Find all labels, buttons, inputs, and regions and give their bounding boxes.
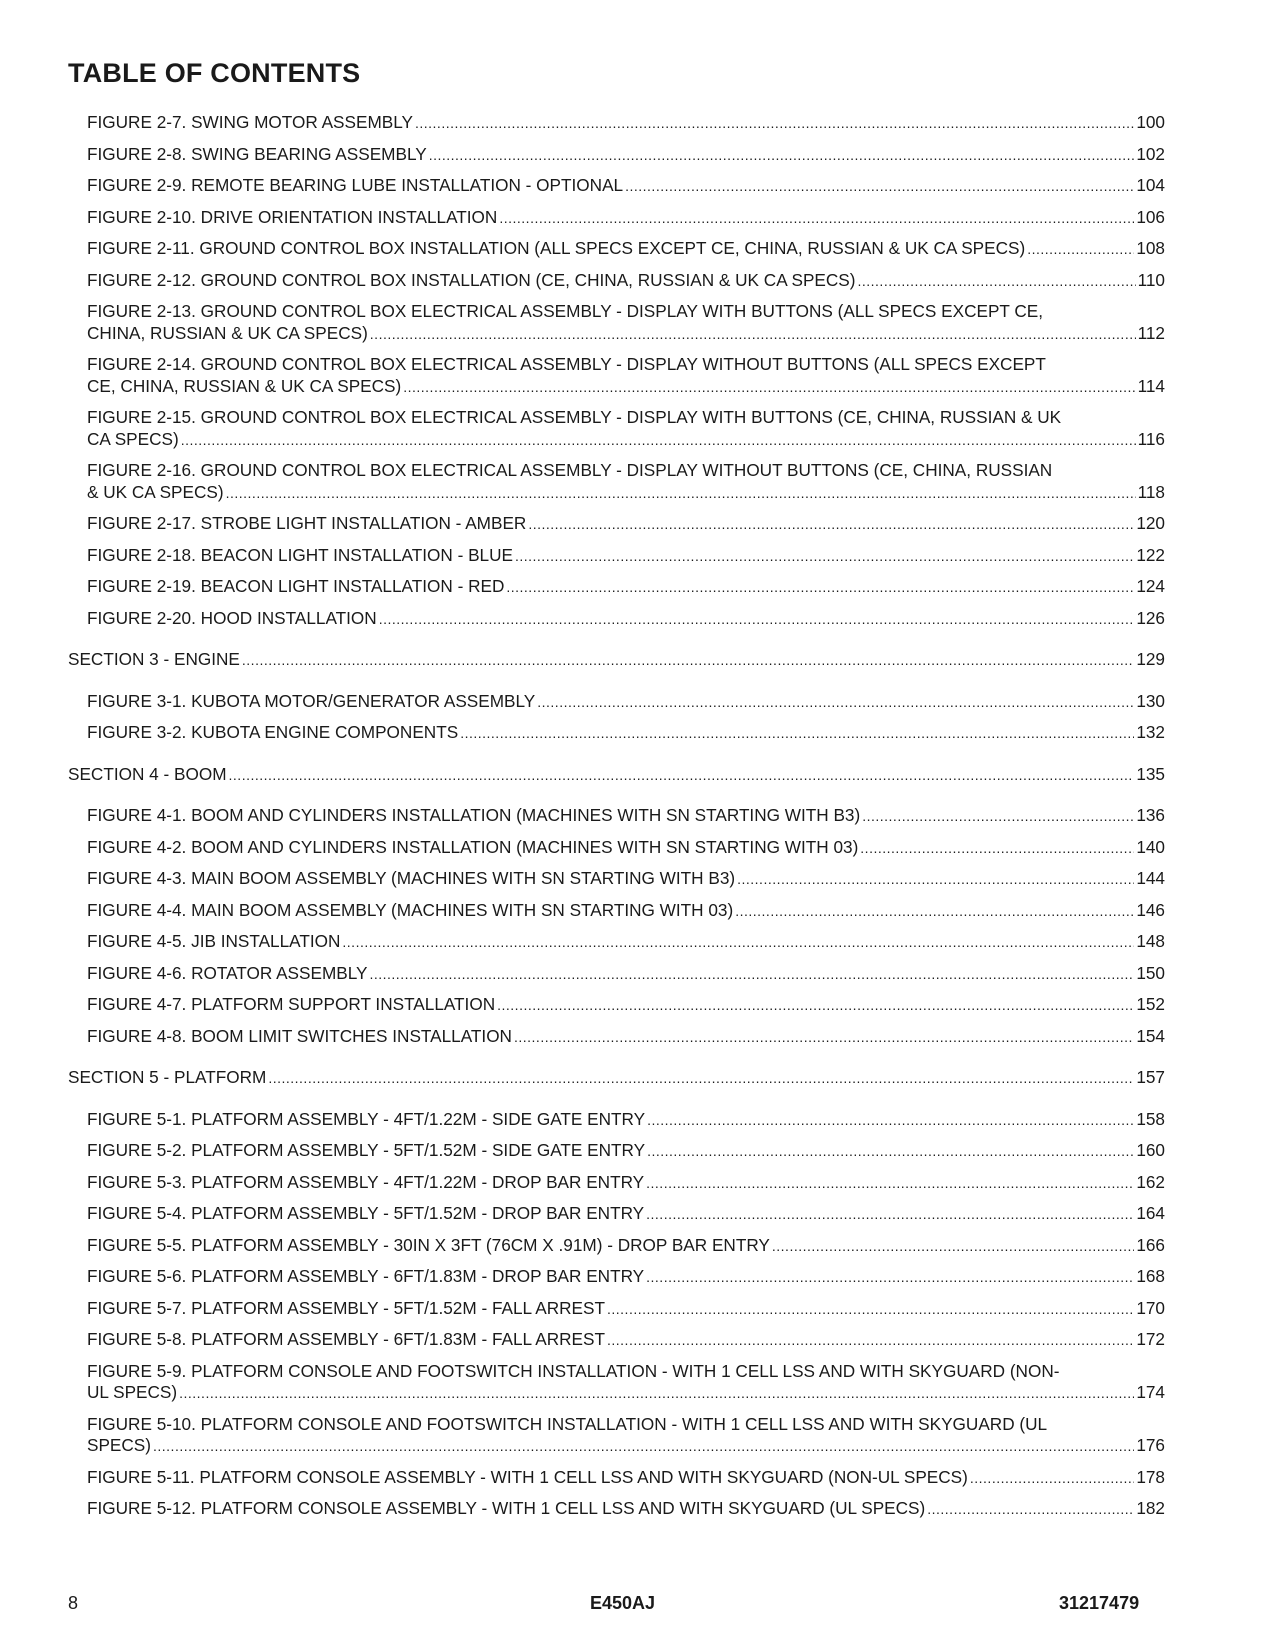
toc-figure-entry[interactable] <box>68 238 1165 261</box>
dot-leader <box>506 577 1134 599</box>
toc-entry-page-number: 126 <box>1136 607 1165 628</box>
footer-page-number: 8 <box>68 1593 79 1613</box>
toc-entry-title: FIGURE 5-7. PLATFORM ASSEMBLY - 5FT/1.52M - FALL ARREST <box>87 1297 605 1318</box>
dot-leader <box>537 692 1134 714</box>
toc-entry-page-number: 118 <box>1137 481 1165 502</box>
toc-entry-title: FIGURE 2-11. GROUND CONTROL BOX INSTALLATION (ALL SPECS EXCEPT CE, CHINA, RUSSIAN & UK CA SPECS) <box>87 238 1026 258</box>
toc-entry-title-line: FIGURE 2-14. GROUND CONTROL BOX ELECTRICAL ASSEMBLY - DISPLAY WITHOUT BUTTONS (ALL SPECS EXCEPT <box>87 354 1046 374</box>
toc-entry-title-line: FIGURE 2-15. GROUND CONTROL BOX ELECTRICAL ASSEMBLY - DISPLAY WITH BUTTONS (CE, CHINA, RUSSIAN & UK <box>87 407 1062 427</box>
dot-leader <box>229 765 1135 787</box>
toc-figure-entry[interactable] <box>68 805 1165 828</box>
toc-figure-entry[interactable] <box>68 608 1165 631</box>
toc-entry-page-number: 122 <box>1136 544 1165 565</box>
toc-entry-page-number: 164 <box>1136 1203 1165 1223</box>
dot-leader <box>242 650 1134 672</box>
toc-entry-page-number: 132 <box>1136 722 1165 742</box>
dot-leader <box>857 271 1135 293</box>
toc-figure-entry[interactable] <box>68 460 1165 504</box>
toc-figure-entry[interactable] <box>68 931 1165 954</box>
dot-leader <box>460 723 1134 745</box>
dot-leader <box>860 838 1134 860</box>
dot-leader <box>735 901 1134 923</box>
toc-entry-page-number: 166 <box>1136 1234 1165 1255</box>
toc-entry-title: CHINA, RUSSIAN & UK CA SPECS) <box>87 322 368 343</box>
toc-entry-title: FIGURE 5-8. PLATFORM ASSEMBLY - 6FT/1.83M - FALL ARREST <box>87 1329 605 1349</box>
toc-entry-page-number: 135 <box>1136 763 1165 784</box>
dot-leader <box>370 324 1136 346</box>
toc-figure-entry[interactable] <box>68 1172 1165 1195</box>
toc-section-entry[interactable] <box>68 649 1165 672</box>
dot-leader <box>607 1330 1134 1352</box>
footer-document-number: 31217479 <box>1059 1593 1140 1613</box>
dot-leader <box>646 1173 1134 1195</box>
toc-entry-page-number: 178 <box>1136 1466 1165 1487</box>
toc-figure-entry[interactable] <box>68 722 1165 745</box>
toc-entry-title: FIGURE 5-2. PLATFORM ASSEMBLY - 5FT/1.52M - SIDE GATE ENTRY <box>87 1140 646 1160</box>
toc-entry-page-number: 114 <box>1137 375 1165 396</box>
dot-leader <box>647 1141 1134 1163</box>
toc-section-entry[interactable] <box>68 1067 1165 1090</box>
toc-entry-title: FIGURE 5-5. PLATFORM ASSEMBLY - 30IN X 3FT (76CM X .91M) - DROP BAR ENTRY <box>87 1234 770 1255</box>
toc-figure-entry[interactable] <box>68 144 1165 167</box>
dot-leader <box>607 1299 1134 1321</box>
toc-figure-entry[interactable] <box>68 112 1165 135</box>
toc-figure-entry[interactable] <box>68 1361 1165 1405</box>
toc-figure-entry[interactable] <box>68 270 1165 293</box>
dot-leader <box>1027 239 1134 261</box>
dot-leader <box>646 1267 1134 1289</box>
toc-figure-entry[interactable] <box>68 963 1165 986</box>
toc-figure-entry[interactable] <box>68 1140 1165 1163</box>
dot-leader <box>499 208 1134 230</box>
dot-leader <box>737 869 1134 891</box>
dot-leader <box>528 514 1134 536</box>
dot-leader <box>772 1236 1134 1258</box>
toc-entry-page-number: 150 <box>1136 962 1165 983</box>
toc-entry-page-number: 124 <box>1136 576 1165 596</box>
toc-entry-title-line: FIGURE 2-13. GROUND CONTROL BOX ELECTRICAL ASSEMBLY - DISPLAY WITH BUTTONS (ALL SPECS EXCEPT CE, <box>87 301 1044 321</box>
toc-entry-title: FIGURE 5-4. PLATFORM ASSEMBLY - 5FT/1.52M - DROP BAR ENTRY <box>87 1203 645 1223</box>
table-of-contents <box>68 112 1165 1521</box>
toc-entry-page-number: 182 <box>1136 1498 1165 1518</box>
toc-entry-title: FIGURE 5-11. PLATFORM CONSOLE ASSEMBLY - WITH 1 CELL LSS AND WITH SKYGUARD (NON-UL SPECS) <box>87 1466 968 1487</box>
toc-figure-entry[interactable] <box>68 1298 1165 1321</box>
toc-entry-title: FIGURE 2-17. STROBE LIGHT INSTALLATION - AMBER <box>87 513 527 533</box>
toc-figure-entry[interactable] <box>68 513 1165 536</box>
toc-entry-title: & UK CA SPECS) <box>87 481 224 502</box>
dot-leader <box>515 546 1134 568</box>
toc-entry-title: FIGURE 4-7. PLATFORM SUPPORT INSTALLATION <box>87 994 496 1014</box>
toc-entry-page-number: 104 <box>1136 175 1165 195</box>
toc-figure-entry[interactable] <box>68 691 1165 714</box>
toc-entry-page-number: 106 <box>1136 206 1165 227</box>
dot-leader <box>342 932 1134 954</box>
toc-entry-page-number: 112 <box>1137 322 1165 343</box>
toc-figure-entry[interactable] <box>68 1235 1165 1258</box>
toc-entry-title: CE, CHINA, RUSSIAN & UK CA SPECS) <box>87 375 402 396</box>
toc-entry-page-number: 110 <box>1137 269 1165 290</box>
toc-figure-entry[interactable] <box>68 837 1165 860</box>
toc-entry-page-number: 108 <box>1136 238 1165 258</box>
toc-entry-title: FIGURE 5-6. PLATFORM ASSEMBLY - 6FT/1.83M - DROP BAR ENTRY <box>87 1266 645 1286</box>
toc-entry-title: FIGURE 3-2. KUBOTA ENGINE COMPONENTS <box>87 722 459 742</box>
toc-entry-title: SECTION 3 - ENGINE <box>68 649 240 669</box>
toc-entry-page-number: 140 <box>1136 836 1165 857</box>
toc-entry-title: FIGURE 2-18. BEACON LIGHT INSTALLATION - BLUE <box>87 544 513 565</box>
toc-entry-title-line: FIGURE 5-10. PLATFORM CONSOLE AND FOOTSWITCH INSTALLATION - WITH 1 CELL LSS AND WITH SKYGUARD (UL <box>87 1413 1048 1434</box>
toc-entry-title-line: FIGURE 2-16. GROUND CONTROL BOX ELECTRICAL ASSEMBLY - DISPLAY WITHOUT BUTTONS (CE, CHINA, RUSSIAN <box>87 460 1053 480</box>
toc-figure-entry[interactable] <box>68 576 1165 599</box>
toc-entry-title: FIGURE 2-10. DRIVE ORIENTATION INSTALLATION <box>87 206 498 227</box>
toc-entry-page-number: 154 <box>1136 1025 1165 1046</box>
dot-leader <box>647 1110 1134 1132</box>
toc-entry-page-number: 146 <box>1136 899 1165 920</box>
toc-entry-title: FIGURE 4-4. MAIN BOOM ASSEMBLY (MACHINES WITH SN STARTING WITH 03) <box>87 899 734 920</box>
toc-entry-page-number: 144 <box>1136 868 1165 888</box>
toc-entry-title: SECTION 4 - BOOM <box>68 763 227 784</box>
toc-entry-page-number: 102 <box>1136 143 1165 164</box>
toc-figure-entry[interactable] <box>68 175 1165 198</box>
toc-entry-title: UL SPECS) <box>87 1382 178 1402</box>
dot-leader <box>181 430 1136 452</box>
toc-entry-title: FIGURE 5-1. PLATFORM ASSEMBLY - 4FT/1.22M - SIDE GATE ENTRY <box>87 1108 646 1129</box>
toc-entry-title: SPECS) <box>87 1435 151 1455</box>
toc-figure-entry[interactable] <box>68 1109 1165 1132</box>
page-title: TABLE OF CONTENTS <box>68 58 361 88</box>
dot-leader <box>927 1499 1134 1521</box>
dot-leader <box>179 1383 1134 1405</box>
toc-entry-title-line: FIGURE 5-9. PLATFORM CONSOLE AND FOOTSWITCH INSTALLATION - WITH 1 CELL LSS AND WITH SKYGUARD (NON- <box>87 1360 1060 1381</box>
dot-leader <box>268 1068 1134 1090</box>
toc-figure-entry[interactable] <box>68 407 1165 451</box>
toc-entry-page-number: 120 <box>1136 513 1165 533</box>
toc-entry-title: FIGURE 4-6. ROTATOR ASSEMBLY <box>87 962 368 983</box>
toc-entry-title: FIGURE 2-7. SWING MOTOR ASSEMBLY <box>87 112 413 132</box>
dot-leader <box>369 964 1134 986</box>
toc-entry-title: FIGURE 3-1. KUBOTA MOTOR/GENERATOR ASSEMBLY <box>87 690 536 711</box>
toc-entry-title: FIGURE 4-1. BOOM AND CYLINDERS INSTALLATION (MACHINES WITH SN STARTING WITH B3) <box>87 805 861 825</box>
toc-entry-page-number: 100 <box>1136 112 1165 132</box>
toc-entry-page-number: 162 <box>1136 1171 1165 1192</box>
dot-leader <box>403 377 1135 399</box>
toc-figure-entry[interactable] <box>68 1026 1165 1049</box>
toc-section-entry[interactable] <box>68 764 1165 787</box>
toc-entry-title: FIGURE 2-20. HOOD INSTALLATION <box>87 607 377 628</box>
toc-figure-entry[interactable] <box>68 301 1165 345</box>
toc-entry-title: CA SPECS) <box>87 428 179 449</box>
toc-entry-page-number: 116 <box>1137 428 1165 449</box>
toc-entry-page-number: 130 <box>1136 690 1165 711</box>
toc-entry-title: FIGURE 2-8. SWING BEARING ASSEMBLY <box>87 143 427 164</box>
toc-entry-page-number: 160 <box>1136 1140 1165 1160</box>
toc-entry-title: FIGURE 4-2. BOOM AND CYLINDERS INSTALLATION (MACHINES WITH SN STARTING WITH 03) <box>87 836 859 857</box>
toc-entry-title: FIGURE 5-12. PLATFORM CONSOLE ASSEMBLY - WITH 1 CELL LSS AND WITH SKYGUARD (UL SPECS) <box>87 1498 926 1518</box>
toc-figure-entry[interactable] <box>68 900 1165 923</box>
toc-figure-entry[interactable] <box>68 1266 1165 1289</box>
dot-leader <box>226 483 1136 505</box>
toc-figure-entry[interactable] <box>68 207 1165 230</box>
footer-model: E450AJ <box>590 1593 656 1613</box>
toc-figure-entry[interactable] <box>68 1498 1165 1521</box>
toc-entry-title: FIGURE 2-19. BEACON LIGHT INSTALLATION - RED <box>87 576 505 596</box>
toc-entry-page-number: 157 <box>1136 1067 1165 1087</box>
dot-leader <box>429 145 1135 167</box>
toc-entry-title: FIGURE 5-3. PLATFORM ASSEMBLY - 4FT/1.22M - DROP BAR ENTRY <box>87 1171 645 1192</box>
dot-leader <box>862 806 1134 828</box>
toc-entry-title: FIGURE 4-5. JIB INSTALLATION <box>87 931 341 951</box>
toc-entry-page-number: 152 <box>1136 994 1165 1014</box>
dot-leader <box>153 1436 1134 1458</box>
toc-entry-title: FIGURE 4-3. MAIN BOOM ASSEMBLY (MACHINES WITH SN STARTING WITH B3) <box>87 868 736 888</box>
toc-figure-entry[interactable] <box>68 868 1165 891</box>
toc-entry-page-number: 158 <box>1136 1108 1165 1129</box>
toc-figure-entry[interactable] <box>68 1203 1165 1226</box>
toc-entry-title: FIGURE 2-9. REMOTE BEARING LUBE INSTALLATION - OPTIONAL <box>87 175 624 195</box>
toc-entry-page-number: 129 <box>1136 649 1165 669</box>
toc-entry-page-number: 168 <box>1136 1266 1165 1286</box>
toc-figure-entry[interactable] <box>68 1414 1165 1458</box>
toc-entry-page-number: 170 <box>1136 1297 1165 1318</box>
dot-leader <box>970 1468 1134 1490</box>
toc-entry-page-number: 176 <box>1136 1435 1165 1455</box>
toc-figure-entry[interactable] <box>68 1329 1165 1352</box>
toc-figure-entry[interactable] <box>68 1467 1165 1490</box>
toc-figure-entry[interactable] <box>68 545 1165 568</box>
toc-entry-page-number: 174 <box>1136 1382 1165 1402</box>
toc-entry-title: FIGURE 2-12. GROUND CONTROL BOX INSTALLATION (CE, CHINA, RUSSIAN & UK CA SPECS) <box>87 269 856 290</box>
dot-leader <box>646 1204 1134 1226</box>
dot-leader <box>379 609 1135 631</box>
toc-entry-page-number: 148 <box>1136 931 1165 951</box>
toc-entry-title: FIGURE 4-8. BOOM LIMIT SWITCHES INSTALLATION <box>87 1025 512 1046</box>
dot-leader <box>497 995 1134 1017</box>
toc-figure-entry[interactable] <box>68 994 1165 1017</box>
toc-entry-page-number: 172 <box>1136 1329 1165 1349</box>
toc-figure-entry[interactable] <box>68 354 1165 398</box>
dot-leader <box>514 1027 1134 1049</box>
toc-entry-page-number: 136 <box>1136 805 1165 825</box>
toc-entry-title: SECTION 5 - PLATFORM <box>68 1067 267 1087</box>
dot-leader <box>625 176 1134 198</box>
dot-leader <box>415 113 1134 135</box>
